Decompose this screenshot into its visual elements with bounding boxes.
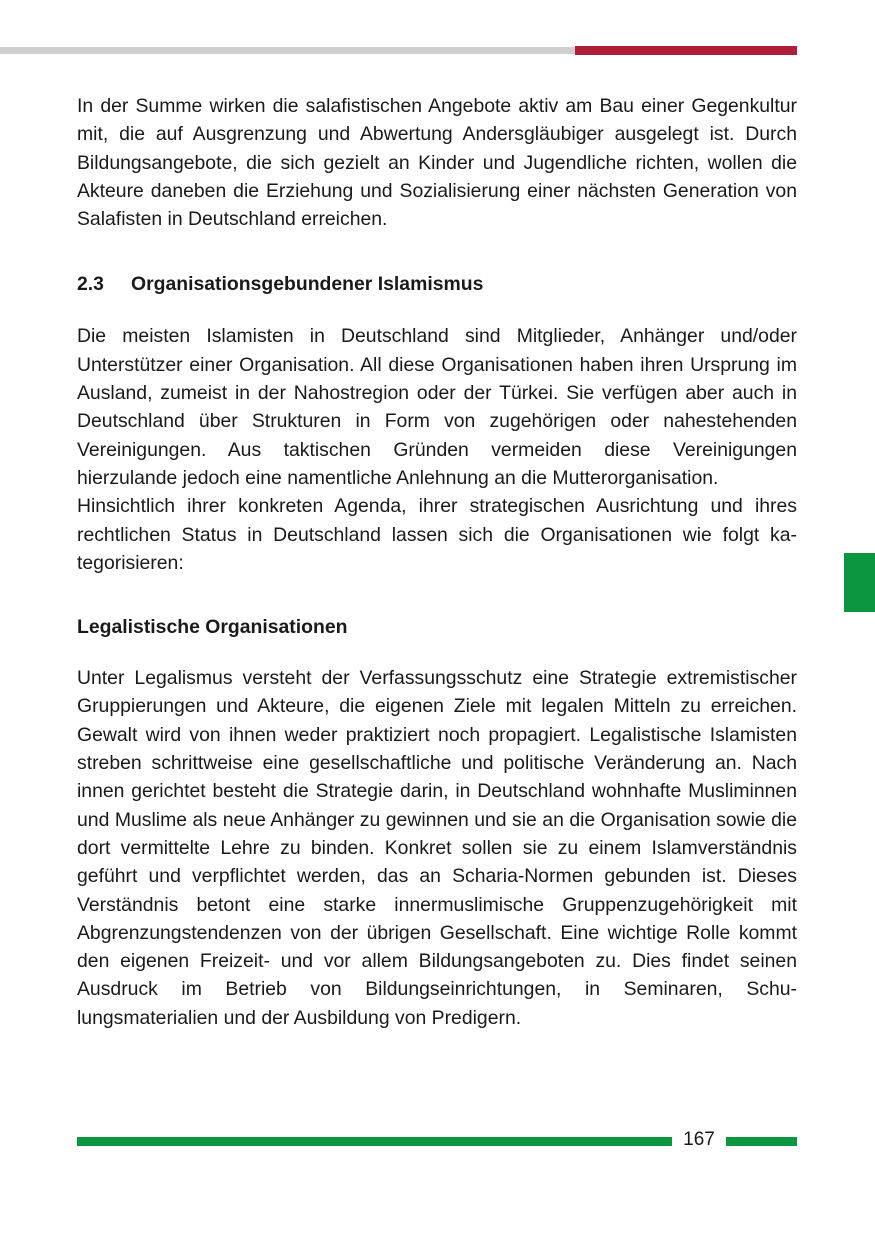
subsection-paragraph: Unter Legalismus versteht der Verfassungsschutz eine Strategie extremistischer Gruppierungen und Akteure, die eigenen Ziele mit legalen Mitteln zu erreichen. Gewalt wird von ihnen weder praktiziert noch propagiert. Legalistische Islamisten streben schrittweise eine gesellschaftliche und politische Veränderung an. Nach innen gerichtet besteht die Strategie darin, in Deutschland wohnhafte Musliminnen und Muslime als neue Anhänger zu gewinnen und sie an die Organisation sowie die dort vermittelte Lehre zu binden. Konkret sollen sie zu einem Islamverständnis geführt und verpflichtet werden, das an Scharia-Normen gebunden ist. Dieses Verständnis betont eine starke innermuslimische Gruppenzugehörigkeit mit Abgrenzungstendenzen von der übrigen Gesellschaft. Eine wichtige Rolle kommt den eigenen Freizeit- und vor allem Bildungsangeboten zu. Dies findet seinen Ausdruck im Betrieb von Bildungseinrichtungen, in Seminaren, Schulungsmaterialien und der Ausbildung von Predigern. <box>77 667 797 1029</box>
page-number: 167 <box>683 1129 715 1150</box>
chapter-side-tab <box>844 553 875 612</box>
section-heading <box>77 270 797 298</box>
section-title: Organisationsgebundener Islamismus <box>131 273 484 296</box>
header-rule-gray <box>0 47 575 54</box>
section-paragraph-1: Die meisten Islamisten in Deutschland sind Mitglieder, Anhänger und/oder Unterstützer einer Organisation. All diese Organisationen haben ihren Ursprung im Ausland, zumeist in der Nahostregion oder der Türkei. Sie verfügen aber auch in Deutschland über Strukturen in Form von zugehörigen oder nahestehenden Vereinigungen. Aus taktischen Gründen vermeiden diese Vereinigungen hierzulande jedoch eine namentliche Anlehnung an die Mutterorganisation. <box>77 325 797 489</box>
header-rule-red <box>575 46 797 55</box>
footer-rule-left <box>77 1137 672 1146</box>
footer-rule-right <box>726 1137 797 1146</box>
intro-paragraph: In der Summe wirken die salafistischen Angebote aktiv am Bau einer Gegenkultur mit, die auf Ausgrenzung und Abwertung Andersgläubiger ausgelegt ist. Durch Bildungsangebote, die sich gezielt an Kinder und Jugendliche richten, wollen die Akteure daneben die Erziehung und Sozialisierung einer nächsten Generation von Salafisten in Deutschland erreichen. <box>77 95 797 231</box>
section-number: 2.3 <box>77 273 104 296</box>
section-paragraph-2: Hinsichtlich ihrer konkreten Agenda, ihrer strategischen Ausrichtung und ihres rechtlichen Status in Deutschland lassen sich die Organisationen wie folgt kategorisieren: <box>77 495 797 574</box>
page-body <box>77 92 797 1032</box>
subsection-title: Legalistische Organisationen <box>77 616 348 639</box>
